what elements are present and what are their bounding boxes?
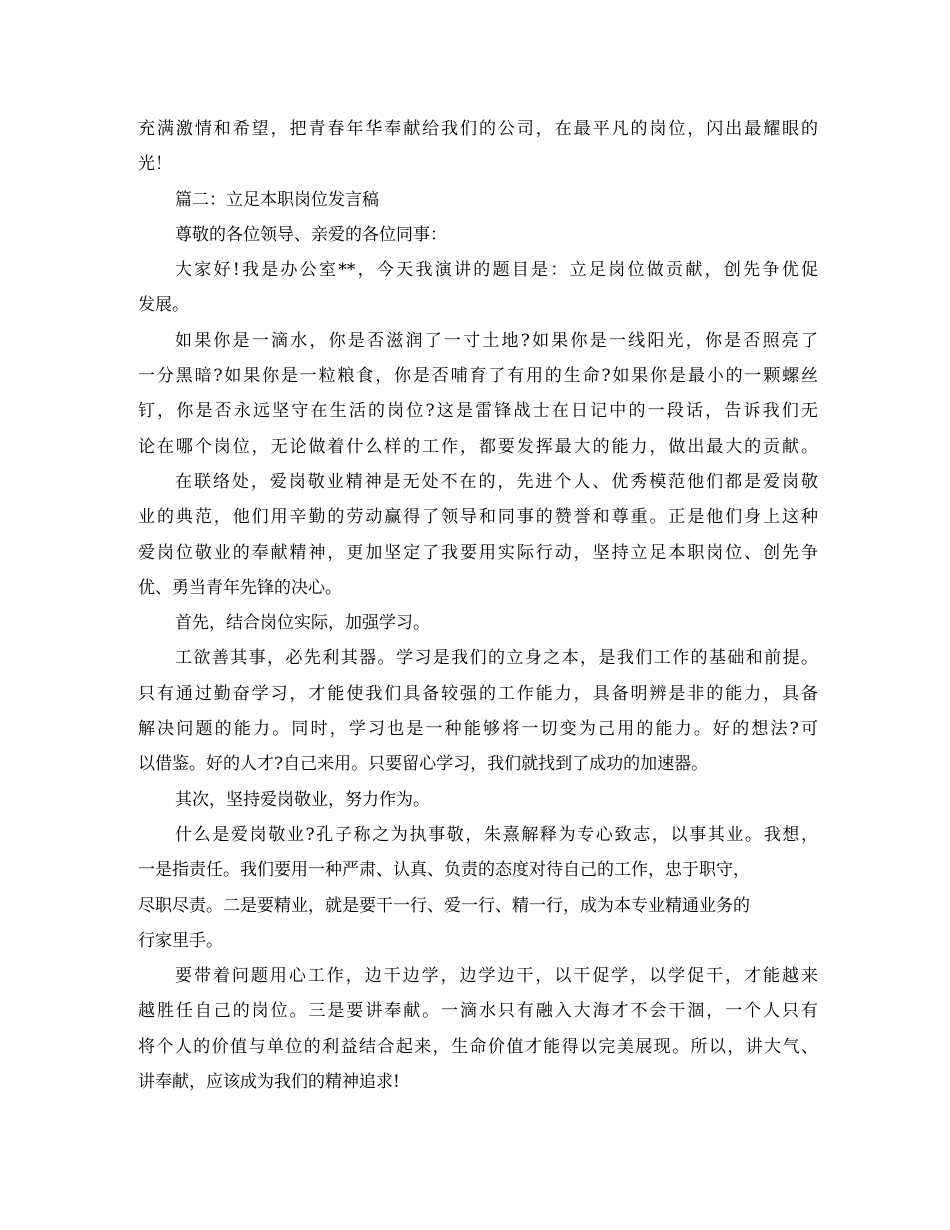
paragraph-first-line: 大家好!我是办公室**，今天我演讲的题目是：立足岗位做贡献，创先争优促 xyxy=(175,260,818,281)
document-body xyxy=(138,112,818,1100)
paragraph-line: 充满激情和希望，把青春年华奉献给我们的公司，在最平凡的岗位，闪出最耀眼的 xyxy=(138,119,818,139)
paragraph-line: 解决问题的能力。同时，学习也是一种能够将一切变为己用的能力。好的想法?可 xyxy=(138,719,818,740)
paragraph-line: 行家里手。 xyxy=(138,930,223,951)
paragraph-line: 光！ xyxy=(138,154,172,175)
paragraph-line: 越胜任自己的岗位。三是要讲奉献。一滴水只有融入大海才不会干涸，一个人只有 xyxy=(138,1001,818,1022)
paragraph-line: 爱岗位敬业的奉献精神，更加坚定了我要用实际行动，坚持立足本职岗位、创先争 xyxy=(138,542,818,563)
paragraph-line: 钉，你是否永远坚守在生活的岗位?这是雷锋战士在日记中的一段话，告诉我们无 xyxy=(138,401,818,422)
paragraph-first-line: 尊敬的各位领导、亲爱的各位同事： xyxy=(175,224,447,245)
paragraph-first-line: 篇二：立足本职岗位发言稿 xyxy=(175,189,379,210)
paragraph-line: 一是指责任。我们要用一种严肃、认真、负责的态度对待自己的工作，忠于职守， xyxy=(138,860,750,881)
paragraph-first-line: 要带着问题用心工作，边干边学，边学边干，以干促学，以学促干，才能越来 xyxy=(175,966,818,987)
paragraph-line: 论在哪个岗位，无论做着什么样的工作，都要发挥最大的能力，做出最大的贡献。 xyxy=(138,436,818,457)
paragraph-first-line: 什么是爱岗敬业?孔子称之为执事敬，朱熹解释为专心致志，以事其业。我想， xyxy=(175,824,818,845)
paragraph-line: 一分黑暗?如果你是一粒粮食，你是否哺育了有用的生命?如果你是最小的一颗螺丝 xyxy=(138,366,818,387)
paragraph-line: 发展。 xyxy=(138,295,189,316)
paragraph-line: 将个人的价值与单位的利益结合起来，生命价值才能得以完美展现。所以，讲大气、 xyxy=(138,1036,818,1057)
paragraph-first-line: 其次，坚持爱岗敬业，努力作为。 xyxy=(175,789,430,810)
paragraph-line: 只有通过勤奋学习，才能使我们具备较强的工作能力，具备明辨是非的能力，具备 xyxy=(138,683,818,704)
paragraph-first-line: 在联络处，爱岗敬业精神是无处不在的，先进个人、优秀模范他们都是爱岗敬 xyxy=(175,471,818,492)
paragraph-line: 业的典范，他们用辛勤的劳动赢得了领导和同事的赞誉和尊重。正是他们身上这种 xyxy=(138,507,818,528)
paragraph-first-line: 如果你是一滴水，你是否滋润了一寸土地?如果你是一线阳光，你是否照亮了 xyxy=(175,330,818,351)
paragraph-line: 讲奉献，应该成为我们的精神追求! xyxy=(138,1072,400,1093)
paragraph-line: 尽职尽责。二是要精业，就是要干一行、爱一行、精一行，成为本专业精通业务的 xyxy=(138,895,750,916)
paragraph-line: 优、勇当青年先锋的决心。 xyxy=(138,577,342,598)
paragraph-line: 以借鉴。好的人才?自己来用。只要留心学习，我们就找到了成功的加速器。 xyxy=(138,754,709,775)
paragraph-first-line: 首先，结合岗位实际，加强学习。 xyxy=(175,613,430,634)
paragraph-first-line: 工欲善其事，必先利其器。学习是我们的立身之本，是我们工作的基础和前提。 xyxy=(175,648,818,669)
